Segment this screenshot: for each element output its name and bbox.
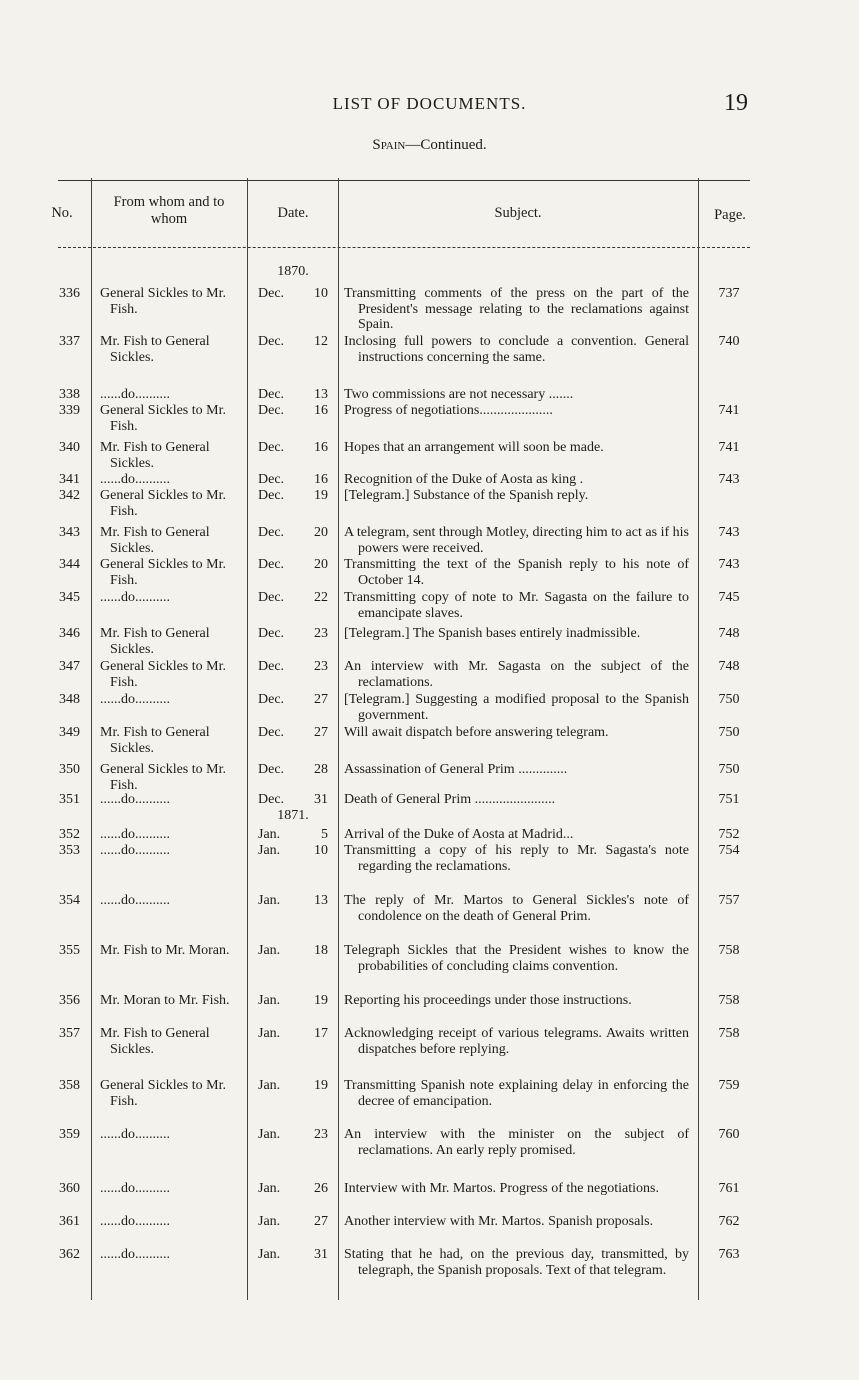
from-whom: [96, 659, 242, 690]
doc-number: 337: [59, 334, 80, 349]
date-month: Dec.: [258, 659, 285, 674]
doc-number: 354: [59, 893, 80, 908]
date-day: 19: [314, 993, 328, 1008]
from-whom-text: ......do..........: [100, 792, 170, 807]
from-whom: [96, 488, 242, 519]
subject: [344, 590, 689, 621]
subject-text: Assassination of General Prim ..............: [344, 762, 568, 777]
subject: [344, 1026, 689, 1057]
from-whom-text: ......do..........: [100, 692, 170, 707]
date-month: Jan.: [258, 1078, 281, 1093]
country-name: Spain: [372, 137, 406, 153]
subject: [344, 1078, 689, 1109]
page-ref: 748: [718, 626, 740, 641]
date-month: Dec.: [258, 692, 285, 707]
from-whom: [96, 843, 242, 859]
subject-text: Inclosing full powers to conclude a convention. General instructions concerning the same.: [344, 334, 689, 365]
date-day: 23: [314, 626, 328, 641]
date-day: 10: [314, 286, 328, 301]
subject: [344, 387, 689, 403]
subject-text: A telegram, sent through Motley, directing him to act as if his powers were received.: [344, 525, 689, 556]
date-day: 16: [314, 440, 328, 455]
subject: [344, 472, 689, 488]
subject-text: Telegraph Sickles that the President wishes to know the probabilities of concluding claims convention.: [344, 943, 689, 974]
page-ref: 743: [718, 472, 740, 487]
doc-number: 344: [59, 557, 80, 572]
subject-text: Death of General Prim .......................: [344, 792, 556, 807]
col-header-page: Page.: [714, 207, 746, 223]
date-month: Jan.: [258, 1026, 281, 1041]
col-header-subject: Subject.: [494, 205, 542, 221]
from-whom-text: Mr. Fish to General Sickles.: [100, 1026, 210, 1057]
subject-text: Hopes that an arrangement will soon be made.: [344, 440, 604, 455]
subject-text: [Telegram.] The Spanish bases entirely inadmissible.: [344, 626, 641, 641]
col-header-date: Date.: [277, 205, 309, 221]
from-whom-text: ......do..........: [100, 472, 170, 487]
doc-number: 356: [59, 993, 80, 1008]
subject-text: An interview with Mr. Sagasta on the subject of the reclamations.: [344, 659, 689, 690]
doc-number: 341: [59, 472, 80, 487]
doc-number: 350: [59, 762, 80, 777]
from-whom: [96, 725, 242, 756]
date-month: Dec.: [258, 762, 285, 777]
date-month: Jan.: [258, 1214, 281, 1229]
date-day: 27: [314, 725, 328, 740]
subject-text: Transmitting a copy of his reply to Mr. Sagasta's note regarding the reclamations.: [344, 843, 689, 874]
subject: [344, 626, 689, 642]
subject-text: The reply of Mr. Martos to General Sickles's note of condolence on the death of General Prim.: [344, 893, 689, 924]
date-day: 19: [314, 1078, 328, 1093]
doc-number: 361: [59, 1214, 80, 1229]
date-day: 19: [314, 488, 328, 503]
from-whom: [96, 1181, 242, 1197]
date-day: 16: [314, 403, 328, 418]
doc-number: 349: [59, 725, 80, 740]
subject: [344, 488, 689, 504]
page-ref: 737: [718, 286, 740, 301]
page-ref: 758: [718, 943, 740, 958]
subject-text: Transmitting the text of the Spanish reply to his note of October 14.: [344, 557, 689, 588]
doc-number: 352: [59, 827, 80, 842]
page-ref: 751: [718, 792, 740, 807]
from-whom: [96, 1078, 242, 1109]
table-top-rule: [58, 180, 750, 181]
from-whom: [96, 626, 242, 657]
date-day: 23: [314, 1127, 328, 1142]
date-month: Jan.: [258, 943, 281, 958]
page-ref: 761: [718, 1181, 740, 1196]
doc-number: 346: [59, 626, 80, 641]
subject: [344, 1181, 689, 1197]
continued-label: —Continued.: [405, 137, 487, 153]
from-whom-text: Mr. Fish to Mr. Moran.: [100, 943, 230, 958]
from-whom: [96, 993, 242, 1009]
doc-number: 359: [59, 1127, 80, 1142]
doc-number: 360: [59, 1181, 80, 1196]
date-day: 28: [314, 762, 328, 777]
date-day: 20: [314, 557, 328, 572]
subject-text: Recognition of the Duke of Aosta as king .: [344, 472, 584, 487]
date-month: Dec.: [258, 590, 285, 605]
from-whom-text: ......do..........: [100, 1181, 170, 1196]
from-whom-text: ......do..........: [100, 843, 170, 858]
date-month: Dec.: [258, 334, 285, 349]
doc-number: 353: [59, 843, 80, 858]
doc-number: 345: [59, 590, 80, 605]
subject: [344, 1247, 689, 1278]
subject: [344, 762, 689, 778]
from-whom-text: ......do..........: [100, 1247, 170, 1262]
subject-text: Interview with Mr. Martos. Progress of the negotiations.: [344, 1181, 659, 1196]
from-whom: [96, 334, 242, 365]
date-day: 22: [314, 590, 328, 605]
date-day: 13: [314, 387, 328, 402]
page-ref: 750: [718, 692, 740, 707]
date-month: Dec.: [258, 286, 285, 301]
from-whom: [96, 472, 242, 488]
date-day: 17: [314, 1026, 328, 1041]
from-whom: [96, 893, 242, 909]
from-whom-text: ......do..........: [100, 1127, 170, 1142]
section-subtitle: [0, 137, 859, 154]
from-whom-text: Mr. Fish to General Sickles.: [100, 334, 210, 365]
header-bottom-rule: [58, 247, 750, 248]
from-whom: [96, 557, 242, 588]
from-whom: [96, 440, 242, 471]
from-whom: [96, 762, 242, 793]
from-whom: [96, 1026, 242, 1057]
page-ref: 757: [718, 893, 740, 908]
date-month: Dec.: [258, 403, 285, 418]
from-whom-text: ......do..........: [100, 590, 170, 605]
doc-number: 339: [59, 403, 80, 418]
year-label: 1871.: [277, 808, 309, 823]
subject: [344, 334, 689, 365]
subject-text: Transmitting copy of note to Mr. Sagasta on the failure to emancipate slaves.: [344, 590, 689, 621]
doc-number: 340: [59, 440, 80, 455]
date-day: 20: [314, 525, 328, 540]
from-whom-text: Mr. Moran to Mr. Fish.: [100, 993, 230, 1008]
page-ref: 748: [718, 659, 740, 674]
doc-number: 357: [59, 1026, 80, 1041]
date-day: 27: [314, 1214, 328, 1229]
from-whom-text: General Sickles to Mr. Fish.: [100, 403, 226, 434]
from-whom-text: General Sickles to Mr. Fish.: [100, 488, 226, 519]
date-month: Jan.: [258, 1127, 281, 1142]
col-header-no: No.: [51, 205, 73, 221]
subject: [344, 725, 689, 741]
date-month: Jan.: [258, 843, 281, 858]
subject-text: Another interview with Mr. Martos. Spanish proposals.: [344, 1214, 654, 1229]
doc-number: 358: [59, 1078, 80, 1093]
from-whom: [96, 827, 242, 843]
subject: [344, 440, 689, 456]
page-ref: 741: [718, 440, 740, 455]
date-day: 26: [314, 1181, 328, 1196]
date-month: Dec.: [258, 557, 285, 572]
from-whom: [96, 1127, 242, 1143]
from-whom: [96, 590, 242, 606]
column-rule-4: [698, 178, 699, 1300]
subject: [344, 557, 689, 588]
page-ref: 759: [718, 1078, 740, 1093]
subject-text: Transmitting comments of the press on the part of the President's message relating to the reclamations against Spain.: [344, 286, 689, 332]
from-whom-text: Mr. Fish to General Sickles.: [100, 725, 210, 756]
subject-text: Will await dispatch before answering telegram.: [344, 725, 609, 740]
subject-text: Progress of negotiations.....................: [344, 403, 553, 418]
page-ref: 752: [718, 827, 740, 842]
date-month: Dec.: [258, 440, 285, 455]
page-ref: 743: [718, 525, 740, 540]
subject-text: Transmitting Spanish note explaining delay in enforcing the decree of emancipation.: [344, 1078, 689, 1109]
subject: [344, 286, 689, 333]
page-ref: 762: [718, 1214, 740, 1229]
subject: [344, 525, 689, 556]
date-day: 31: [314, 1247, 328, 1262]
page-ref: 754: [718, 843, 740, 858]
subject: [344, 792, 689, 808]
subject: [344, 843, 689, 874]
column-rule-3: [338, 178, 339, 1300]
from-whom-text: ......do..........: [100, 893, 170, 908]
from-whom: [96, 1214, 242, 1230]
page-ref: 750: [718, 762, 740, 777]
date-month: Dec.: [258, 626, 285, 641]
from-whom-text: General Sickles to Mr. Fish.: [100, 557, 226, 588]
from-whom: [96, 525, 242, 556]
subject: [344, 1127, 689, 1158]
subject-text: Two commissions are not necessary .......: [344, 387, 574, 402]
subject: [344, 403, 689, 419]
doc-number: 336: [59, 286, 80, 301]
date-day: 5: [321, 827, 328, 842]
page-ref: 760: [718, 1127, 740, 1142]
page-ref: 740: [718, 334, 740, 349]
from-whom: [96, 387, 242, 403]
doc-number: 338: [59, 387, 80, 402]
from-whom-text: General Sickles to Mr. Fish.: [100, 1078, 226, 1109]
subject-text: Stating that he had, on the previous day, transmitted, by telegraph, the Spanish proposals. Text of that telegram.: [344, 1247, 689, 1278]
date-month: Jan.: [258, 893, 281, 908]
doc-number: 355: [59, 943, 80, 958]
date-day: 12: [314, 334, 328, 349]
page-ref: 758: [718, 1026, 740, 1041]
from-whom: [96, 692, 242, 708]
doc-number: 343: [59, 525, 80, 540]
from-whom: [96, 943, 242, 959]
subject-text: Acknowledging receipt of various telegrams. Awaits written dispatches before replying.: [344, 1026, 689, 1057]
column-rule-1: [91, 178, 92, 1300]
doc-number: 342: [59, 488, 80, 503]
page-ref: 741: [718, 403, 740, 418]
from-whom: [96, 1247, 242, 1263]
page-ref: 745: [718, 590, 740, 605]
subject-text: [Telegram.] Substance of the Spanish reply.: [344, 488, 589, 503]
column-rule-2: [247, 178, 248, 1300]
date-day: 13: [314, 893, 328, 908]
from-whom: [96, 286, 242, 317]
doc-number: 347: [59, 659, 80, 674]
date-month: Jan.: [258, 827, 281, 842]
subject: [344, 943, 689, 974]
page-ref: 743: [718, 557, 740, 572]
from-whom-text: General Sickles to Mr. Fish.: [100, 762, 226, 793]
page-ref: 763: [718, 1247, 740, 1262]
subject: [344, 1214, 689, 1230]
from-whom-text: Mr. Fish to General Sickles.: [100, 525, 210, 556]
subject: [344, 827, 689, 843]
date-month: Dec.: [258, 525, 285, 540]
page-number: 19: [724, 90, 748, 116]
doc-number: 348: [59, 692, 80, 707]
date-day: 16: [314, 472, 328, 487]
from-whom-text: General Sickles to Mr. Fish.: [100, 286, 226, 317]
page-ref: 750: [718, 725, 740, 740]
page-ref: 758: [718, 993, 740, 1008]
from-whom-text: ......do..........: [100, 387, 170, 402]
date-month: Dec.: [258, 792, 285, 807]
running-title: LIST OF DOCUMENTS.: [332, 94, 527, 113]
subject: [344, 659, 689, 690]
doc-number: 362: [59, 1247, 80, 1262]
from-whom-text: ......do..........: [100, 1214, 170, 1229]
subject-text: [Telegram.] Suggesting a modified proposal to the Spanish government.: [344, 692, 689, 723]
from-whom-text: Mr. Fish to General Sickles.: [100, 626, 210, 657]
date-day: 18: [314, 943, 328, 958]
date-day: 10: [314, 843, 328, 858]
from-whom-text: Mr. Fish to General Sickles.: [100, 440, 210, 471]
date-month: Dec.: [258, 725, 285, 740]
subject-text: An interview with the minister on the subject of reclamations. An early reply promised.: [344, 1127, 689, 1158]
date-day: 23: [314, 659, 328, 674]
date-month: Dec.: [258, 488, 285, 503]
from-whom: [96, 403, 242, 434]
col-header-from: From whom and to whom: [113, 194, 225, 227]
date-day: 31: [314, 792, 328, 807]
date-month: Jan.: [258, 1247, 281, 1262]
subject: [344, 692, 689, 723]
from-whom-text: General Sickles to Mr. Fish.: [100, 659, 226, 690]
subject: [344, 893, 689, 924]
subject-text: Reporting his proceedings under those instructions.: [344, 993, 632, 1008]
date-month: Dec.: [258, 387, 285, 402]
date-day: 27: [314, 692, 328, 707]
doc-number: 351: [59, 792, 80, 807]
year-label: 1870.: [277, 264, 309, 279]
subject: [344, 993, 689, 1009]
date-month: Jan.: [258, 993, 281, 1008]
date-month: Jan.: [258, 1181, 281, 1196]
from-whom: [96, 792, 242, 808]
date-month: Dec.: [258, 472, 285, 487]
from-whom-text: ......do..........: [100, 827, 170, 842]
subject-text: Arrival of the Duke of Aosta at Madrid...: [344, 827, 574, 842]
